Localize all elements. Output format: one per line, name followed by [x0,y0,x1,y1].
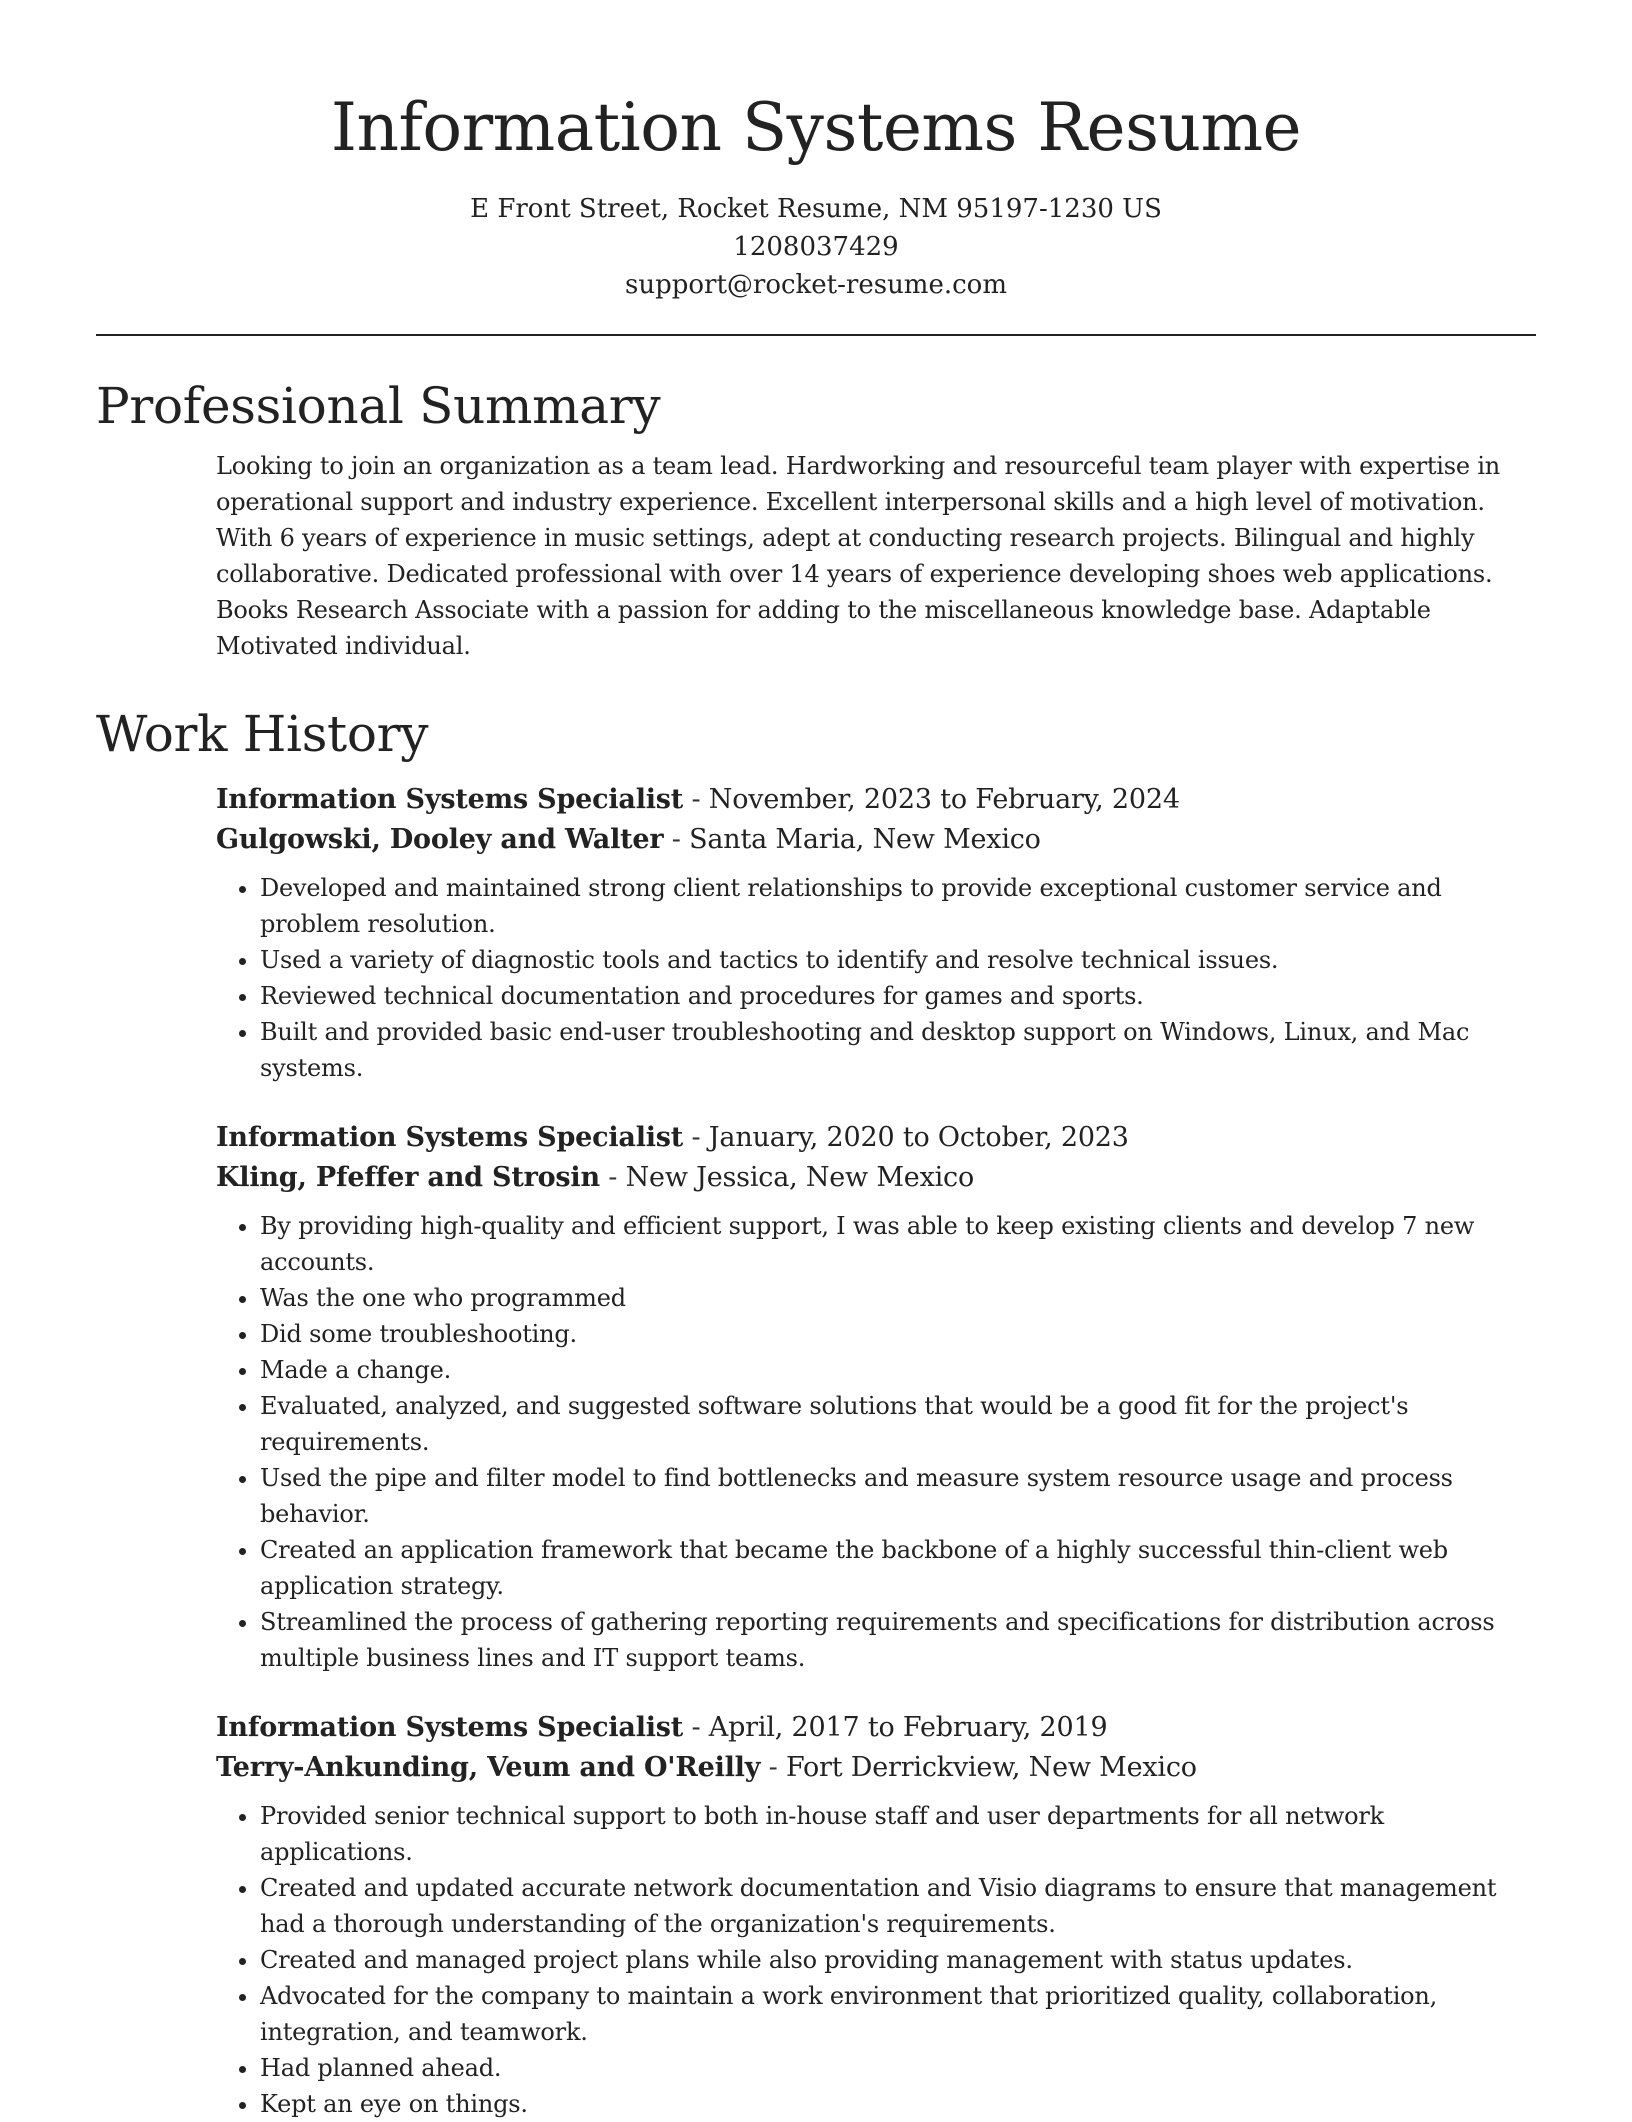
job-bullet: • Did some troubleshooting. [260,1316,1536,1352]
job-bullet: • Created and managed project plans while also providing management with status updates. [260,1942,1536,1978]
job-company-line: Kling, Pfeffer and Strosin - New Jessica, New Mexico [216,1162,975,1193]
work-history-section [96,702,1536,2122]
job-bullet: • Streamlined the process of gathering reporting requirements and specifications for distribution across multiple business lines and IT support teams. [260,1604,1536,1676]
job-dates: April, 2017 to February, 2019 [708,1712,1108,1743]
job-bullet: • Created and updated accurate network documentation and Visio diagrams to ensure that management had a thorough understanding of the organization's requirements. [260,1870,1536,1942]
resume-title: Information Systems Resume [330,89,1302,166]
job-location: New Jessica, New Mexico [625,1162,975,1193]
job-bullets [216,1208,1536,1676]
job-bullet: • Developed and maintained strong client relationships to provide exceptional customer service and problem resolution. [260,870,1536,942]
summary-text: Looking to join an organization as a team lead. Hardworking and resourceful team player with expertise in operational support and industry experience. Excellent interpersonal skills and a high level of motivation. With 6 years of experience in music settings, adept at conducting research projects. Bilingual and highly collaborative. Dedicated professional with over 14 years of experience developing shoes web applications. Books Research Associate with a passion for adding to the miscellaneous knowledge base. Adaptable Motivated individual. [216,452,1501,660]
job-bullet: • Kept an eye on things. [260,2086,1536,2122]
job-bullet: • Had planned ahead. [260,2050,1536,2086]
job-entry [216,1708,1536,2122]
job-title-line: Information Systems Specialist - April, 2017 to February, 2019 [216,1712,1108,1743]
header-divider [96,334,1536,336]
job-location: Santa Maria, New Mexico [689,824,1041,855]
job-bullets [216,870,1536,1086]
job-title: Information Systems Specialist [216,1712,684,1743]
job-company: Terry-Ankunding, Veum and O'Reilly [216,1752,761,1783]
jobs-list [96,780,1536,2122]
job-bullet: • Advocated for the company to maintain a work environment that prioritized quality, collaboration, integration, and teamwork. [260,1978,1536,2050]
contact-phone: 1208037429 [733,232,899,262]
work-history-heading: Work History [96,705,429,763]
job-title-line: Information Systems Specialist - January, 2020 to October, 2023 [216,1122,1129,1153]
job-bullet: • Reviewed technical documentation and procedures for games and sports. [260,978,1536,1014]
job-bullet: • Was the one who programmed [260,1280,1536,1316]
job-location: Fort Derrickview, New Mexico [785,1752,1197,1783]
job-entry [216,1118,1536,1676]
contact-email: support@rocket-resume.com [624,270,1007,300]
summary-heading: Professional Summary [96,377,661,435]
summary-section [96,374,1536,664]
job-bullet: • Evaluated, analyzed, and suggested software solutions that would be a good fit for the project's requirements. [260,1388,1536,1460]
job-bullet: • Built and provided basic end-user troubleshooting and desktop support on Windows, Linux, and Mac systems. [260,1014,1536,1086]
job-company-line: Terry-Ankunding, Veum and O'Reilly - Fort Derrickview, New Mexico [216,1752,1197,1783]
job-dates: January, 2020 to October, 2023 [708,1122,1129,1153]
job-title: Information Systems Specialist [216,784,684,815]
job-bullet: • Made a change. [260,1352,1536,1388]
job-bullets [216,1798,1536,2122]
resume-header [96,0,1536,304]
job-entry [216,780,1536,1086]
job-bullet: • Provided senior technical support to both in-house staff and user departments for all network applications. [260,1798,1536,1870]
job-bullet: • Used a variety of diagnostic tools and tactics to identify and resolve technical issues. [260,942,1536,978]
job-bullet: • Used the pipe and filter model to find bottlenecks and measure system resource usage and process behavior. [260,1460,1536,1532]
job-company-line: Gulgowski, Dooley and Walter - Santa Maria, New Mexico [216,824,1041,855]
job-company: Gulgowski, Dooley and Walter [216,824,664,855]
job-dates: November, 2023 to February, 2024 [708,784,1180,815]
contact-address: E Front Street, Rocket Resume, NM 95197-1230 US [470,194,1162,224]
contact-block [96,190,1536,304]
job-company: Kling, Pfeffer and Strosin [216,1162,600,1193]
job-title: Information Systems Specialist [216,1122,684,1153]
job-bullet: • Created an application framework that became the backbone of a highly successful thin-client web application strategy. [260,1532,1536,1604]
job-bullet: • By providing high-quality and efficient support, I was able to keep existing clients and develop 7 new accounts. [260,1208,1536,1280]
job-title-line: Information Systems Specialist - November, 2023 to February, 2024 [216,784,1180,815]
